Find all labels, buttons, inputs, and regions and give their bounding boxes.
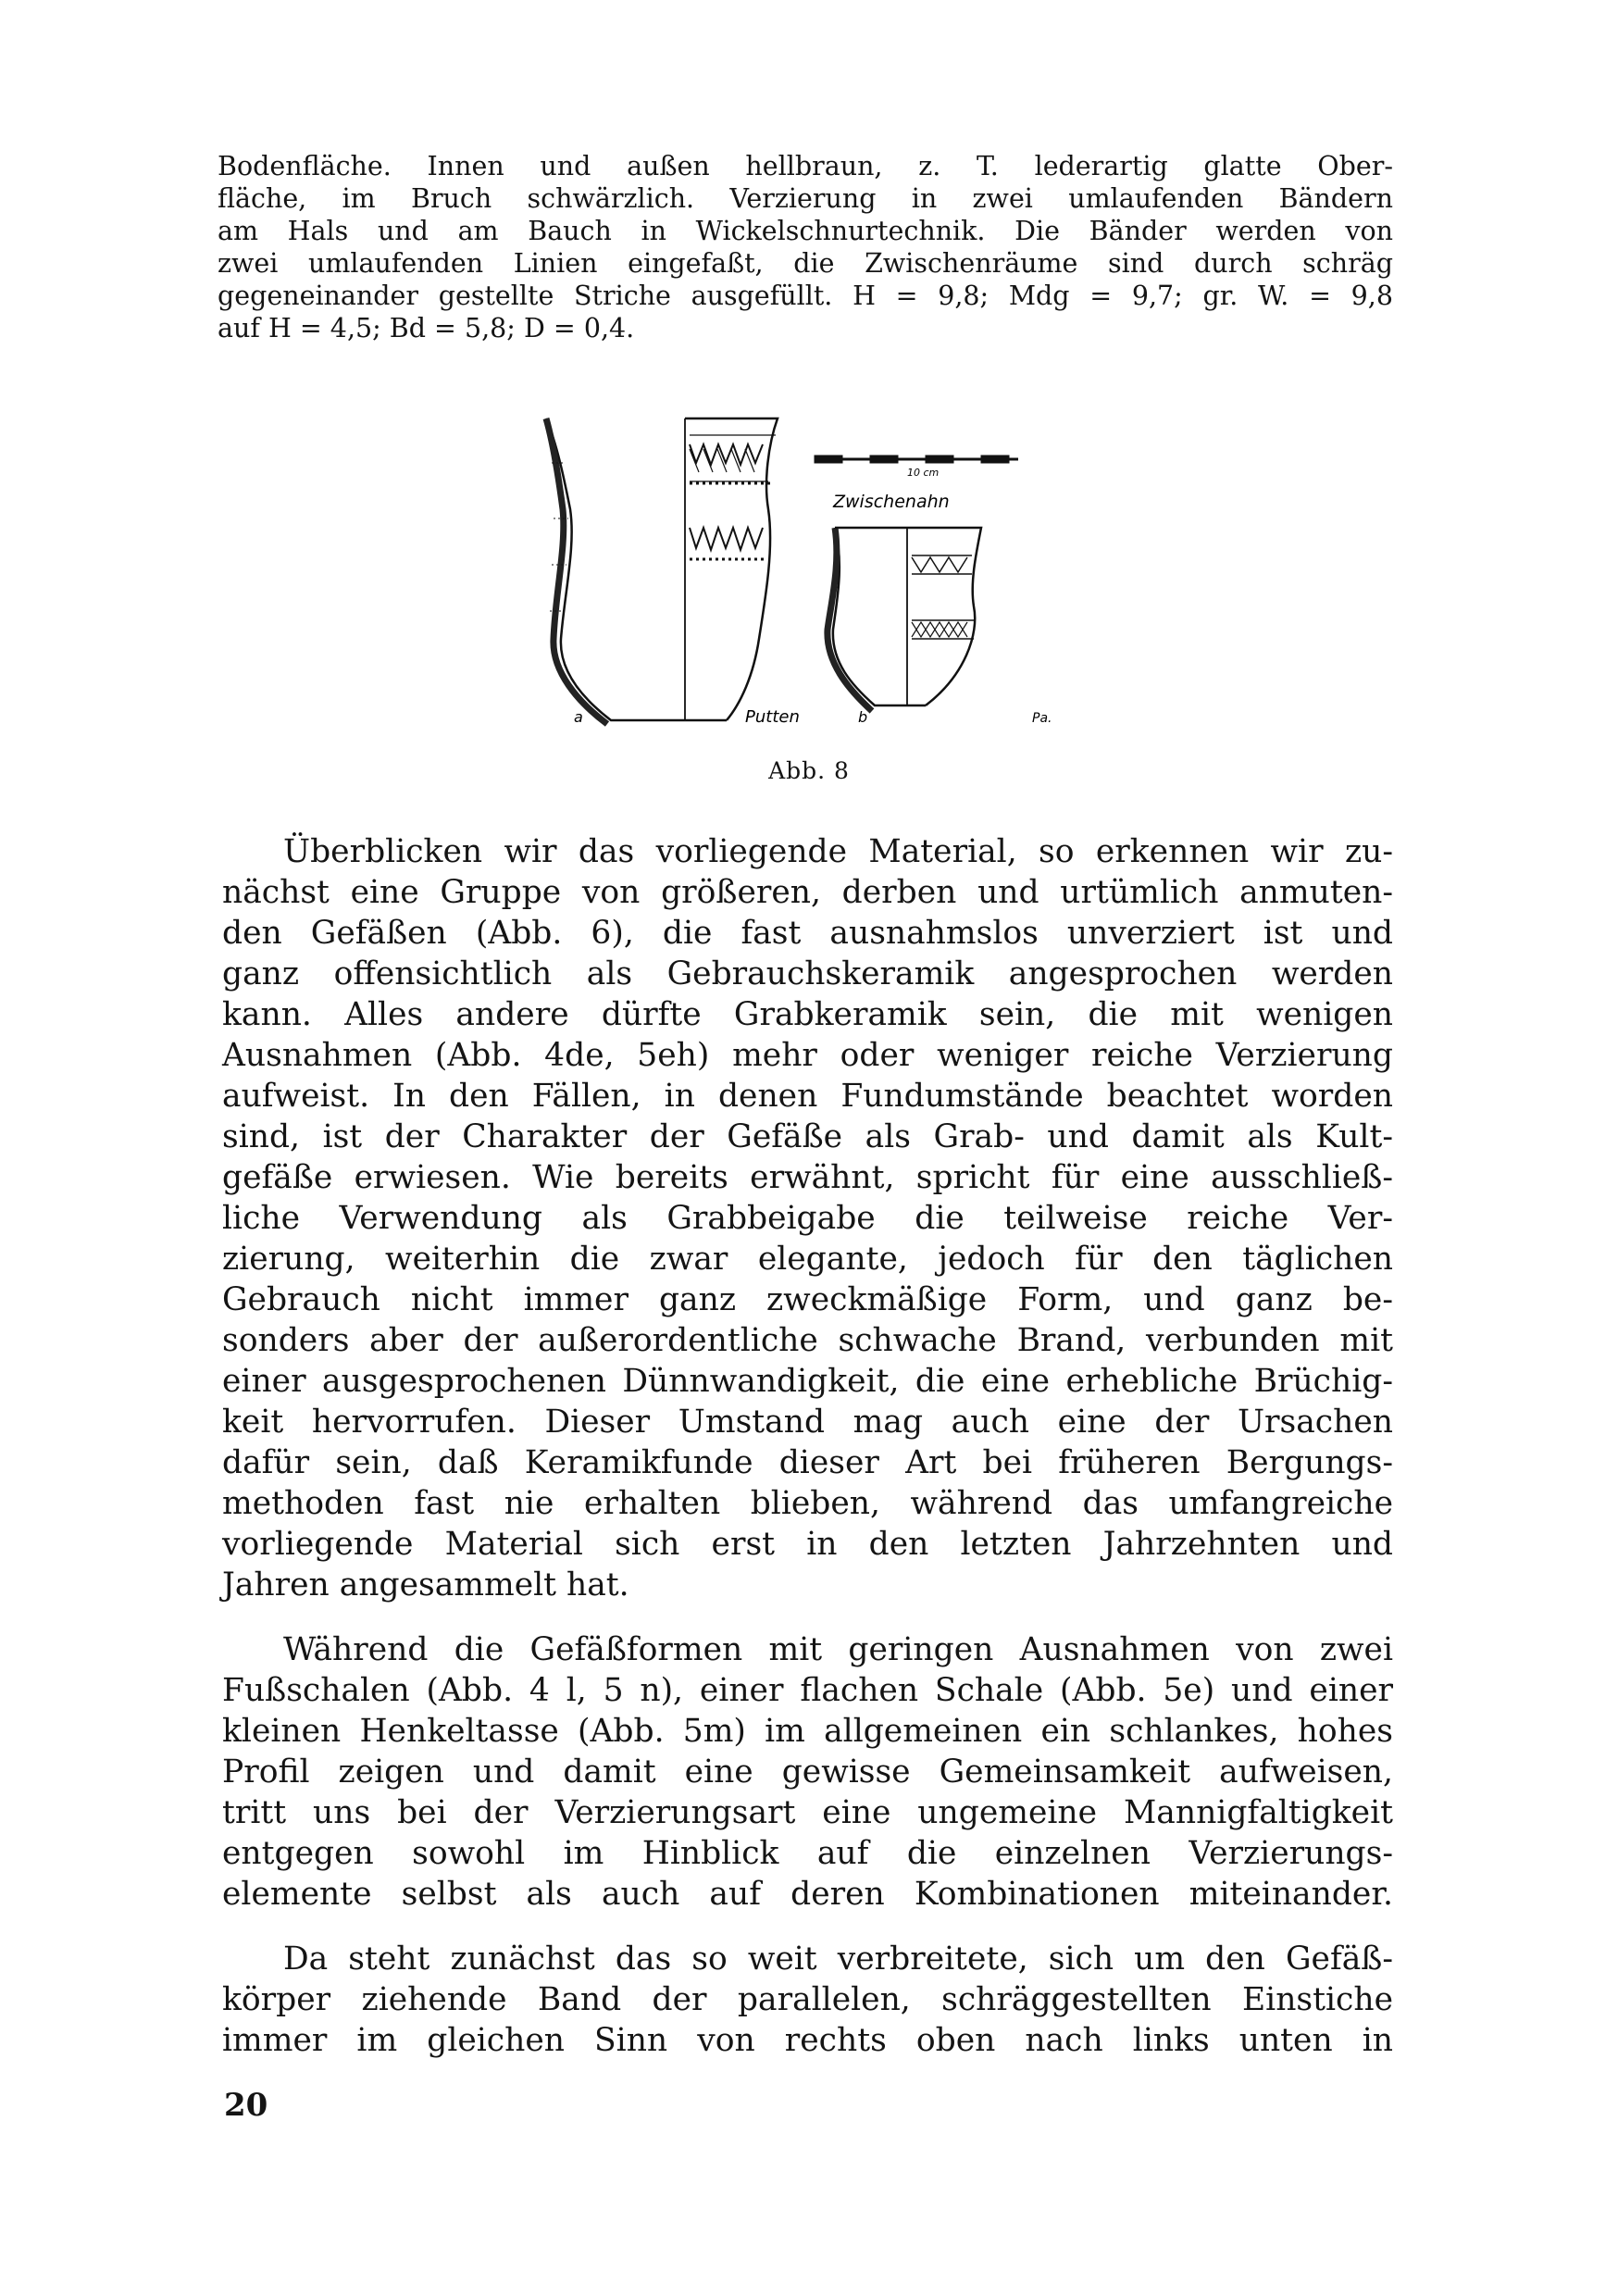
vessel-a-profile-right	[685, 418, 778, 720]
text-line: nächst eine Gruppe von größeren, derben und urtümlich anmuten-	[222, 874, 1393, 911]
text-line: elemente selbst als auch auf deren Kombinationen miteinander.	[222, 1876, 1393, 1913]
text-line: kann. Alles andere dürfte Grabkeramik sein, die mit wenigen	[222, 996, 1393, 1033]
page-number: 20	[224, 2087, 268, 2124]
text-line: vorliegende Material sich erst in den letzten Jahrzehnten und	[222, 1526, 1393, 1563]
text-line: liche Verwendung als Grabbeigabe die teilweise reiche Ver-	[222, 1200, 1393, 1237]
text-line: gegeneinander gestellte Striche ausgefüllt. H = 9,8; Mdg = 9,7; gr. W. = 9,8	[218, 281, 1393, 311]
text-line: Profil zeigen und damit eine gewisse Gemeinsamkeit aufweisen,	[222, 1753, 1393, 1791]
text-line: aufweist. In den Fällen, in denen Fundumstände beachtet worden	[222, 1078, 1393, 1115]
text-line: Bodenfläche. Innen und außen hellbraun, z. T. lederartig glatte Ober-	[218, 151, 1393, 181]
text-line: sind, ist der Charakter der Gefäße als Grab- und damit als Kult-	[222, 1118, 1393, 1155]
text-line: einer ausgesprochenen Dünnwandigkeit, die eine erhebliche Brüchig-	[222, 1363, 1393, 1400]
text-line: methoden fast nie erhalten blieben, während das umfangreiche	[222, 1485, 1393, 1522]
vessel-a-wall	[546, 418, 607, 724]
text-line: körper ziehende Band der parallelen, schräggestellten Einstiche	[222, 1981, 1393, 2018]
vessel-b	[828, 528, 981, 711]
text-line: Da steht zunächst das so weit verbreitete, sich um den Gefäß-	[283, 1940, 1393, 1978]
text-line: fläche, im Bruch schwärzlich. Verzierung in zwei umlaufenden Bändern	[218, 183, 1393, 214]
text-line: ganz offensichtlich als Gebrauchskeramik angesprochen werden	[222, 955, 1393, 992]
text-line: Ausnahmen (Abb. 4de, 5eh) mehr oder weniger reiche Verzierung	[222, 1037, 1393, 1074]
text-line: auf H = 4,5; Bd = 5,8; D = 0,4.	[218, 313, 635, 343]
vessel-a-profile-left	[546, 418, 727, 720]
text-line: Gebrauch nicht immer ganz zweckmäßige Form, und ganz be-	[222, 1281, 1393, 1318]
site-label-b-top: Zwischenahn	[833, 492, 950, 512]
text-line: Während die Gefäßformen mit geringen Ausnahmen von zwei	[283, 1631, 1393, 1668]
vessel-a	[546, 418, 778, 724]
label-b: b	[858, 708, 868, 726]
pottery-drawing	[537, 407, 1092, 741]
text-line: immer im gleichen Sinn von rechts oben nach links unten in	[222, 2022, 1393, 2059]
site-label-b: Pa.	[1032, 711, 1052, 726]
text-line: den Gefäßen (Abb. 6), die fast ausnahmslos unverziert ist und	[222, 915, 1393, 952]
figure-caption: Abb. 8	[768, 757, 850, 784]
text-line: Jahren angesammelt hat.	[222, 1566, 629, 1603]
text-line: Fußschalen (Abb. 4 l, 5 n), einer flachen Schale (Abb. 5e) und einer	[222, 1672, 1393, 1709]
text-line: zierung, weiterhin die zwar elegante, jedoch für den täglichen	[222, 1241, 1393, 1278]
text-line: Überblicken wir das vorliegende Material, so erkennen wir zu-	[283, 833, 1393, 870]
text-line: gefäße erwiesen. Wie bereits erwähnt, spricht für eine ausschließ-	[222, 1159, 1393, 1196]
label-a: a	[574, 708, 583, 726]
vessel-b-profile-right	[835, 528, 981, 705]
text-line: tritt uns bei der Verzierungsart eine ungemeine Mannigfaltigkeit	[222, 1794, 1393, 1831]
text-line: zwei umlaufenden Linien eingefaßt, die Zwischenräume sind durch schräg	[218, 248, 1393, 279]
scale-bar	[815, 455, 1018, 463]
text-line: keit hervorrufen. Dieser Umstand mag auch eine der Ursachen	[222, 1404, 1393, 1441]
text-line: dafür sein, daß Keramikfunde dieser Art bei früheren Bergungs-	[222, 1444, 1393, 1481]
scale-label: 10 cm	[907, 467, 940, 479]
text-line: am Hals und am Bauch in Wickelschnurtechnik. Die Bänder werden von	[218, 216, 1393, 246]
top-paragraph	[218, 150, 1393, 344]
text-line: sonders aber der außerordentliche schwache Brand, verbunden mit	[222, 1322, 1393, 1359]
site-label-a: Putten	[745, 707, 800, 727]
main-text	[222, 831, 1393, 2061]
figure-pottery	[537, 407, 1092, 741]
text-line: kleinen Henkeltasse (Abb. 5m) im allgemeinen ein schlankes, hohes	[222, 1713, 1393, 1750]
text-line: entgegen sowohl im Hinblick auf die einzelnen Verzierungs-	[222, 1835, 1393, 1872]
